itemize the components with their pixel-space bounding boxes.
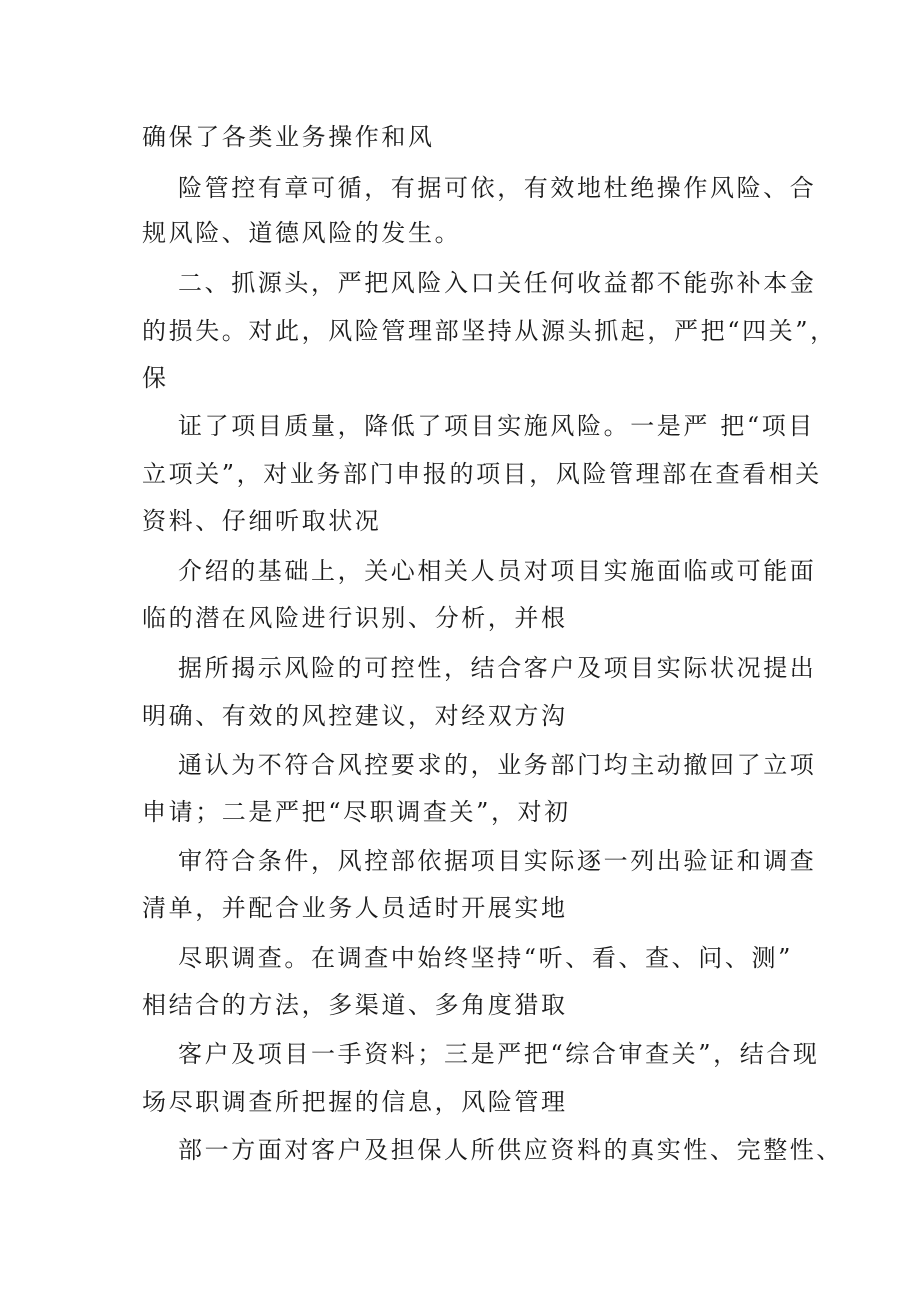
text-line: 的损失。对此，风险管理部坚持从源头抓起，严把“四关”， [142, 317, 837, 345]
text-line: 场尽职调查所把握的信息，风险管理 [142, 1088, 568, 1116]
text-line: 规风险、道德风险的发生。 [142, 219, 462, 247]
text-line: 险管控有章可循，有据可依，有效地杜绝操作风险、合 [178, 174, 817, 202]
text-line: 尽职调查。在调查中始终坚持“听、看、查、问、测” [178, 944, 793, 972]
text-line: 通认为不符合风控要求的，业务部门均主动撤回了立项 [178, 751, 817, 779]
text-line: 清单，并配合业务人员适时开展实地 [142, 894, 568, 922]
text-line: 资料、仔细听取状况 [142, 507, 382, 535]
text-line: 保 [142, 364, 169, 392]
text-line: 明确、有效的风控建议，对经双方沟 [142, 702, 568, 730]
text-line: 临的潜在风险进行识别、分析，并根 [142, 604, 568, 632]
text-line: 确保了各类业务操作和风 [142, 123, 435, 151]
text-line: 相结合的方法，多渠道、多角度猎取 [142, 991, 568, 1019]
text-line: 审符合条件，风控部依据项目实际逐一列出验证和调查 [178, 847, 817, 875]
text-line: 申请；二是严把“尽职调查关”，对初 [142, 798, 571, 826]
text-line: 证了项目质量，降低了项目实施风险。一是严 把“项目 [178, 412, 815, 440]
text-line: 介绍的基础上，关心相关人员对项目实施面临或可能面 [178, 557, 817, 585]
text-line: 客户及项目一手资料；三是严把“综合审查关”，结合现 [178, 1040, 820, 1068]
text-line: 部一方面对客户及担保人所供应资料的真实性、完整性、 [178, 1136, 843, 1164]
text-line: 立项关”，对业务部门申报的项目，风险管理部在查看相关 [142, 460, 822, 488]
text-line: 据所揭示风险的可控性，结合客户及项目实际状况提出 [178, 654, 817, 682]
text-line: 二、抓源头，严把风险入口关任何收益都不能弥补本金 [178, 269, 817, 297]
